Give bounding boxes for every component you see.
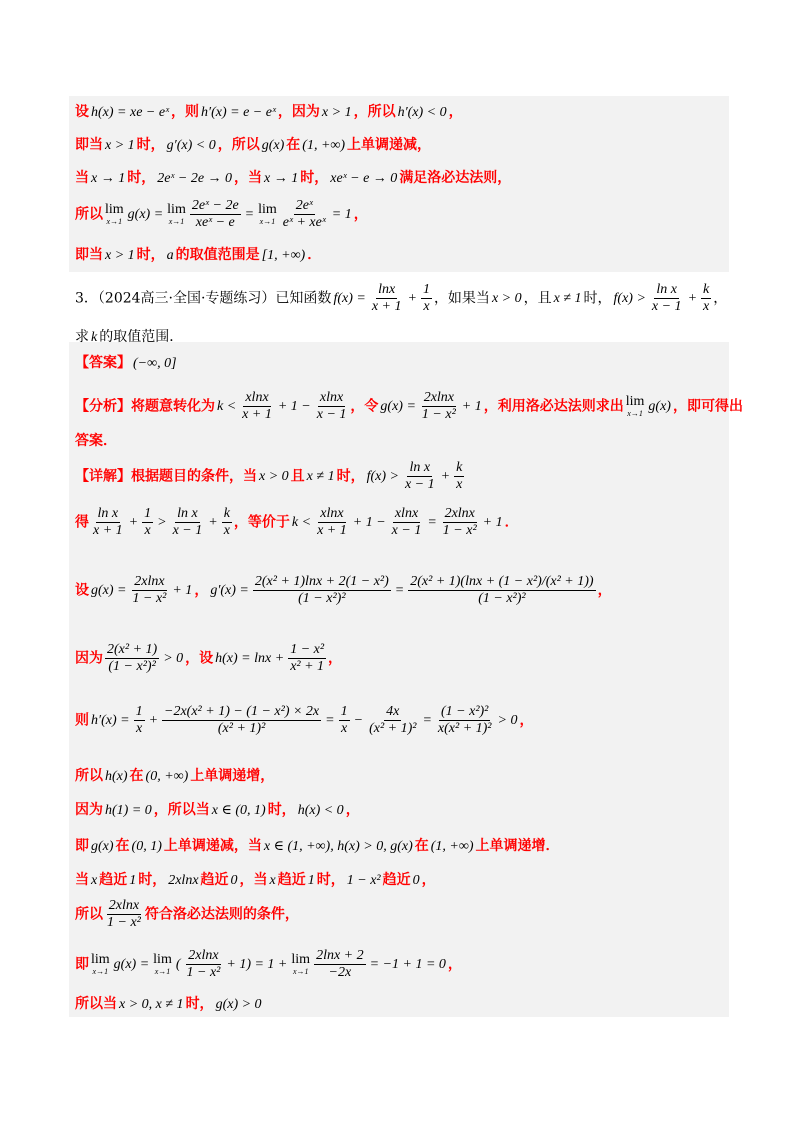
text-segment: 趋近: [99, 871, 128, 888]
text-segment: ，: [519, 712, 534, 728]
text-segment: ，所以: [217, 136, 260, 153]
fraction: [454, 460, 464, 493]
fraction: [701, 282, 711, 315]
text-segment: 时，: [316, 871, 345, 888]
text-segment: ，等价于: [233, 514, 290, 530]
math-expression: 1 − x²: [346, 872, 381, 888]
limit-operator: [105, 203, 124, 226]
fraction: [370, 282, 404, 315]
fraction: [421, 282, 432, 315]
text-segment: ，设: [185, 650, 214, 666]
limit-operator: [153, 953, 172, 976]
fraction-numerator: 2lnx + 2: [316, 947, 364, 963]
limit-word: lim: [625, 393, 645, 409]
fraction: [314, 948, 366, 981]
math-expression: 2eˣ − 2e → 0: [157, 170, 233, 186]
text-line: [75, 766, 274, 787]
fraction-denominator: 1 − x²: [442, 522, 477, 538]
math-expression: x > 1: [105, 247, 135, 263]
limit-word: lim: [105, 201, 124, 217]
text-segment: ，利用洛必达法则求出: [483, 398, 624, 414]
limit-word: lim: [167, 201, 186, 217]
text-segment: ，当: [239, 871, 268, 888]
text-segment: 即当: [75, 246, 103, 263]
text-segment: 答案．: [75, 433, 117, 449]
text-segment: ，: [447, 956, 462, 972]
fraction-denominator: 1 − x²: [132, 590, 167, 606]
fraction-denominator: 1 − x²: [107, 914, 141, 930]
text-segment: 时，: [267, 801, 296, 818]
fraction-numerator: 1: [144, 505, 152, 521]
fraction-denominator: (1 − x²)²: [298, 590, 346, 606]
text-segment: 因为: [75, 650, 103, 666]
fraction-denominator: (x² + 1)²: [369, 720, 417, 736]
text-segment: 即当: [75, 136, 103, 153]
fraction-numerator: k: [456, 459, 463, 475]
fraction-denominator: xeˣ − e: [195, 214, 235, 230]
math-expression: f(x) >: [366, 469, 399, 484]
text-segment: ．: [307, 246, 322, 263]
math-expression: x ≠ 1: [553, 291, 582, 306]
math-expression: =: [244, 207, 255, 222]
text-segment: 上单调递减，当: [163, 837, 262, 854]
math-expression: h(x) = lnx +: [215, 651, 285, 666]
math-expression: f(x) >: [613, 291, 646, 306]
fraction-denominator: 1 − x²: [421, 406, 456, 422]
fraction: [162, 704, 321, 737]
fraction-numerator: 1: [422, 281, 430, 297]
fraction-numerator: xlnx: [245, 389, 269, 405]
fraction-numerator: 2(x² + 1)lnx + 2(1 − x²): [254, 573, 389, 589]
math-expression: 0: [230, 872, 238, 888]
fraction-numerator: 2eˣ − 2e: [191, 197, 239, 213]
fraction-denominator: x − 1: [316, 406, 347, 422]
text-line: [75, 994, 264, 1015]
text-segment: 因为: [75, 801, 103, 818]
text-segment: 时，: [300, 169, 329, 186]
text-line: [75, 198, 368, 231]
limit-subscript: x→1: [292, 966, 309, 976]
math-expression: +: [407, 291, 417, 306]
fraction: [315, 390, 349, 423]
text-line: [75, 870, 436, 891]
text-segment: ．: [504, 514, 519, 530]
math-expression: x > 0: [259, 469, 289, 484]
limit-word: lim: [258, 201, 277, 217]
text-segment: 得: [75, 514, 89, 530]
math-expression: x > 1: [105, 137, 135, 153]
limit-word: lim: [153, 951, 172, 967]
fraction-denominator: x: [423, 298, 430, 314]
fraction-denominator: x(x² + 1)²: [437, 720, 492, 736]
fraction: [408, 574, 595, 607]
math-expression: 0: [412, 872, 420, 888]
math-expression: 1: [307, 872, 315, 888]
math-expression: x: [269, 872, 276, 888]
fraction: [185, 948, 223, 981]
fraction-denominator: 1 − x²: [186, 964, 221, 980]
math-expression: 2xlnx: [168, 872, 199, 888]
fraction-numerator: (1 − x²)²: [441, 703, 489, 719]
text-segment: 满足洛必达法则，: [399, 169, 512, 186]
math-expression: g(x): [648, 399, 671, 414]
math-expression: h(x): [105, 768, 128, 784]
math-expression: + 1) = 1 +: [226, 957, 288, 972]
math-expression: +: [148, 713, 159, 728]
fraction-denominator: x − 1: [172, 522, 203, 538]
text-segment: ，令: [350, 398, 379, 414]
math-expression: =: [427, 515, 437, 530]
fraction-numerator: lnx: [378, 281, 396, 297]
text-segment: 上单调递增．: [475, 837, 560, 854]
text-segment: 求: [75, 328, 89, 345]
text-line: [75, 245, 321, 266]
text-segment: 时，: [136, 136, 165, 153]
fraction-denominator: (x² + 1)²: [217, 720, 266, 736]
math-expression: (0, +∞): [145, 768, 189, 784]
math-expression: = −1 + 1 = 0: [369, 957, 446, 972]
text-line: [75, 574, 612, 607]
math-expression: (1, +∞): [430, 838, 474, 854]
text-segment: 所以: [75, 767, 103, 784]
text-segment: ，当: [234, 169, 263, 186]
fraction-numerator: 2xlnx: [188, 947, 219, 963]
math-expression: x: [91, 872, 98, 888]
text-segment: 3．（2024高三·全国·专题练习）已知函数: [75, 290, 332, 306]
math-expression: g(x) > 0: [215, 996, 262, 1012]
math-expression: h(1) = 0: [105, 802, 152, 818]
text-segment: 【分析】将题意转化为: [75, 398, 215, 414]
math-expression: = 1: [331, 207, 352, 222]
text-segment: ，因为: [277, 103, 320, 120]
math-expression: h′(x) = e − eˣ: [201, 104, 276, 120]
limit-subscript: x→1: [92, 966, 109, 976]
text-segment: 时，: [136, 246, 165, 263]
limit-operator: [626, 395, 645, 418]
math-expression: [1, +∞): [261, 247, 306, 263]
text-segment: 在: [286, 136, 301, 153]
math-expression: > 0: [497, 713, 518, 728]
limit-subscript: x→1: [154, 966, 171, 976]
text-segment: 设: [75, 582, 89, 598]
fraction-denominator: x: [341, 720, 348, 736]
fraction: [339, 704, 350, 737]
text-segment: ，所以当: [153, 801, 210, 818]
math-expression: (−∞, 0]: [133, 355, 177, 371]
text-segment: ，如果当: [433, 290, 490, 306]
fraction-numerator: 1: [135, 703, 143, 719]
text-segment: 即: [75, 837, 89, 854]
fraction-numerator: 2(x² + 1)(lnx + (1 − x²)/(x² + 1)): [410, 573, 594, 589]
fraction: [367, 704, 418, 737]
text-segment: 即: [75, 956, 89, 972]
math-expression: +: [208, 515, 218, 530]
text-segment: ，: [421, 871, 436, 888]
text-line: [75, 898, 299, 931]
math-expression: + 1 −: [277, 399, 311, 414]
math-expression: (1, +∞): [302, 137, 346, 153]
text-segment: 当: [75, 871, 89, 888]
math-expression: f(x) =: [333, 291, 366, 306]
fraction-denominator: x: [456, 476, 463, 492]
text-segment: ，: [353, 206, 368, 222]
text-line: [75, 168, 511, 189]
fraction-denominator: x + 1: [242, 406, 272, 422]
text-segment: 趋近: [200, 871, 229, 888]
math-expression: h(x) = xe − eˣ: [91, 104, 170, 120]
fraction-numerator: 2(x² + 1): [107, 641, 158, 657]
limit-subscript: x→1: [259, 216, 276, 226]
math-expression: h′(x) =: [91, 713, 130, 728]
limit-subscript: x→1: [106, 216, 123, 226]
fraction: [240, 390, 274, 423]
text-segment: 【答案】: [75, 354, 131, 371]
fraction-numerator: ln x: [656, 281, 678, 297]
fraction: [91, 506, 125, 539]
math-expression: g(x): [261, 137, 285, 153]
text-line: [75, 390, 743, 423]
text-line: [75, 800, 360, 821]
fraction-numerator: 2xlnx: [108, 897, 140, 913]
text-line: [75, 102, 463, 123]
math-expression: g(x) =: [91, 583, 127, 598]
math-expression: + 1: [172, 583, 193, 598]
fraction-denominator: x + 1: [371, 298, 402, 314]
fraction-denominator: −2x: [328, 964, 352, 980]
text-segment: 所以: [75, 206, 103, 222]
text-segment: 时，: [185, 995, 214, 1012]
fraction-numerator: 2xlnx: [423, 389, 455, 405]
fraction-denominator: eˣ + xeˣ: [282, 214, 326, 230]
fraction: [315, 506, 349, 539]
math-expression: 1: [129, 872, 137, 888]
math-expression: h′(x) < 0: [397, 104, 447, 120]
text-segment: 当: [75, 169, 89, 186]
math-expression: xeˣ − e → 0: [330, 170, 398, 186]
text-segment: ，且: [523, 290, 552, 306]
fraction: [105, 642, 159, 675]
fraction-denominator: x: [135, 720, 143, 736]
fraction-denominator: x − 1: [404, 476, 435, 492]
fraction-denominator: (1 − x²)²: [478, 590, 526, 606]
math-expression: =: [422, 713, 432, 728]
fraction: [171, 506, 205, 539]
math-expression: +: [440, 469, 451, 484]
math-expression: g(x): [91, 838, 114, 854]
fraction-numerator: xlnx: [394, 505, 419, 521]
math-expression: g′(x) =: [210, 583, 249, 598]
text-segment: 在: [414, 837, 429, 854]
math-expression: g(x) =: [380, 399, 416, 414]
math-expression: =: [394, 583, 405, 598]
text-line: [75, 836, 560, 857]
text-segment: 在: [129, 767, 144, 784]
math-expression: g(x) =: [127, 207, 164, 222]
limit-operator: [291, 953, 310, 976]
fraction: [222, 506, 232, 539]
limit-word: lim: [91, 951, 110, 967]
math-expression: >: [157, 515, 167, 530]
text-segment: ，: [345, 801, 360, 818]
text-segment: 所以: [75, 906, 103, 922]
text-segment: ，: [713, 290, 728, 306]
text-segment: ，: [448, 103, 463, 120]
text-segment: 且: [290, 468, 305, 484]
math-expression: x → 1: [91, 170, 126, 186]
fraction-denominator: x − 1: [651, 298, 682, 314]
fraction-numerator: 1 − x²: [290, 641, 325, 657]
text-segment: ，: [597, 582, 612, 598]
math-expression: h(x) < 0: [297, 802, 344, 818]
limit-subscript: x→1: [627, 408, 643, 418]
math-expression: k: [91, 329, 98, 345]
fraction: [441, 506, 479, 539]
limit-operator: [91, 953, 110, 976]
math-expression: a: [166, 247, 174, 263]
text-segment: 【详解】根据题目的条件，当: [75, 468, 257, 484]
fraction: [134, 704, 145, 737]
fraction-numerator: ln x: [409, 459, 431, 475]
limit-word: lim: [291, 951, 311, 967]
text-segment: 在: [115, 837, 130, 854]
text-segment: ，则: [171, 103, 200, 120]
text-segment: 时，: [583, 290, 612, 306]
math-expression: > 0: [163, 651, 184, 666]
fraction-denominator: x: [223, 522, 230, 538]
math-expression: =: [325, 713, 335, 728]
fraction: [390, 506, 424, 539]
fraction: [190, 198, 241, 231]
fraction-denominator: x + 1: [93, 522, 123, 538]
math-expression: x → 1: [264, 170, 299, 186]
fraction-numerator: −2x(x² + 1) − (1 − x²) × 2x: [164, 703, 320, 719]
math-expression: x ∈ (0, 1): [211, 802, 266, 818]
text-segment: 时，: [127, 169, 156, 186]
fraction-denominator: x: [144, 522, 151, 538]
text-segment: 上单调递增，: [190, 767, 275, 784]
text-segment: 符合洛必达法则的条件，: [144, 906, 299, 922]
math-expression: x > 1: [321, 104, 352, 120]
fraction-denominator: x: [703, 298, 710, 314]
math-expression: x ≠ 1: [306, 469, 335, 484]
math-expression: k <: [217, 399, 237, 414]
fraction-numerator: 1: [340, 703, 348, 719]
math-expression: +: [128, 515, 139, 530]
text-line: [75, 506, 519, 539]
fraction: [281, 198, 328, 231]
fraction-numerator: 2eˣ: [295, 197, 313, 213]
fraction: [403, 460, 437, 493]
math-expression: + 1: [482, 515, 503, 530]
math-expression: + 1 −: [352, 515, 386, 530]
fraction: [142, 506, 153, 539]
text-line: [75, 431, 117, 451]
fraction: [131, 574, 169, 607]
math-expression: k <: [291, 515, 312, 530]
fraction-numerator: xlnx: [319, 389, 344, 405]
fraction-numerator: k: [703, 281, 710, 297]
text-line: [75, 327, 183, 348]
text-segment: 时，: [138, 871, 167, 888]
fraction-numerator: ln x: [97, 505, 119, 521]
limit-operator: [167, 203, 186, 226]
limit-subscript: x→1: [168, 216, 185, 226]
fraction: [650, 282, 684, 315]
math-expression: −: [353, 713, 364, 728]
text-segment: 趋近: [277, 871, 306, 888]
math-expression: +: [687, 291, 698, 306]
fraction: [105, 898, 143, 931]
math-expression: (: [175, 957, 181, 972]
text-segment: 趋近: [382, 871, 411, 888]
limit-operator: [258, 203, 277, 226]
text-segment: 设: [75, 103, 89, 120]
fraction-numerator: 2xlnx: [134, 573, 165, 589]
text-segment: ，: [328, 650, 343, 666]
math-expression: g′(x) < 0: [166, 137, 216, 153]
text-line: [75, 460, 466, 493]
fraction: [253, 574, 391, 607]
text-line: [75, 135, 431, 156]
fraction-denominator: x − 1: [391, 522, 422, 538]
text-segment: 上单调递减，: [347, 136, 432, 153]
text-segment: 的取值范围．: [99, 328, 184, 345]
math-expression: x > 0, x ≠ 1: [119, 996, 184, 1012]
fraction-denominator: (1 − x²)²: [108, 658, 156, 674]
text-line: [75, 353, 179, 374]
text-line: [75, 948, 462, 981]
math-expression: g(x) =: [113, 957, 150, 972]
text-segment: 所以当: [75, 995, 117, 1012]
math-expression: (0, 1): [131, 838, 162, 854]
math-expression: x ∈ (1, +∞), h(x) > 0, g(x): [263, 838, 413, 854]
fraction-numerator: k: [223, 505, 230, 521]
text-segment: ，: [194, 582, 209, 598]
fraction-numerator: xlnx: [320, 505, 344, 521]
fraction-numerator: ln x: [177, 505, 198, 521]
text-segment: 的取值范围是: [175, 246, 260, 263]
text-segment: 时，: [336, 468, 365, 484]
text-line: [75, 642, 342, 675]
text-segment: ，即可得出: [672, 398, 743, 414]
fraction-numerator: 4x: [386, 703, 400, 719]
math-expression: + 1: [461, 399, 482, 414]
text-line: [75, 704, 533, 737]
fraction-denominator: x² + 1: [290, 658, 325, 674]
fraction: [288, 642, 326, 675]
fraction-denominator: x + 1: [317, 522, 347, 538]
text-line: [75, 282, 727, 315]
fraction-numerator: 2xlnx: [444, 505, 475, 521]
fraction: [436, 704, 494, 737]
text-segment: ，所以: [353, 103, 396, 120]
text-segment: 则: [75, 712, 89, 728]
math-expression: x > 0: [491, 291, 522, 306]
fraction: [420, 390, 458, 423]
